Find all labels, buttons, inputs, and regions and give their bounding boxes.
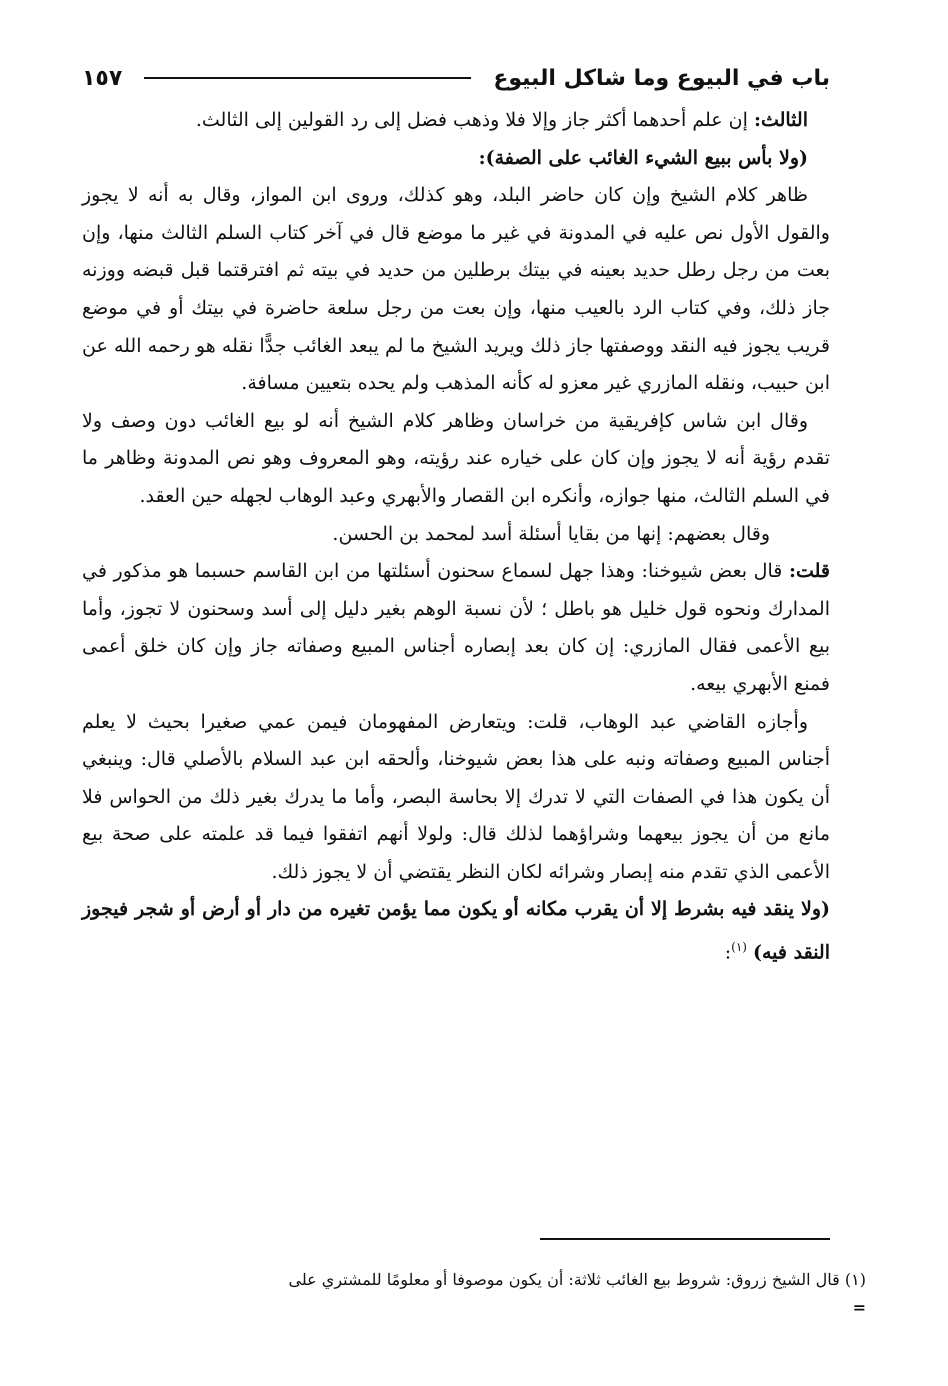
paragraph	[82, 516, 830, 554]
section-heading	[82, 140, 830, 178]
paragraph-lead: الثالث:	[753, 109, 808, 131]
paragraph-lead: قلت:	[788, 560, 830, 583]
heading-text: (ولا بأس ببيع الشيء الغائب على الصفة):	[478, 146, 808, 169]
header-rule	[144, 77, 471, 79]
footnote-ref[interactable]: (١)	[731, 940, 747, 955]
running-header	[82, 58, 830, 98]
footnote-rule	[540, 1238, 830, 1240]
heading-tail: :	[724, 941, 732, 964]
paragraph	[82, 177, 830, 403]
page-number: ١٥٧	[82, 65, 123, 91]
paragraph	[82, 102, 830, 140]
paragraph-text: ظاهر كلام الشيخ وإن كان حاضر البلد، وهو كذلك، وروى ابن المواز، وقال به أنه لا يجوز والقول الأول نص عليه في المدونة في غير ما موضع قال في آخر كتاب السلم الثالث منها، وإن بعت من رجل رطل حديد بعينه في بيتك برطلين من حديد في بيته ثم افترقتما قبل قبضه ووزنه جاز ذلك، وفي كتاب الرد بالعيب منها، وإن بعت من رجل سلعة حاضرة في بيتك أو في موضع قريب يجوز فيه النقد ووصفتها جاز ذلك ويريد الشيخ ما لم يبعد الغائب جدًّا نقله هو رحمه الله عن ابن حبيب، ونقله المازري غير معزو له كأنه المذهب ولم يحده بتعيين مسافة.	[82, 184, 830, 395]
paragraph	[82, 403, 830, 516]
section-heading	[82, 891, 830, 972]
paragraph	[82, 553, 830, 703]
footnote	[82, 1266, 866, 1322]
chapter-title: باب في البيوع وما شاكل البيوع	[493, 65, 830, 91]
paragraph-text: وأجازه القاضي عبد الوهاب، قلت: ويتعارض المفهومان فيمن عمي صغيرا بحيث لا يعلم أجناس المبيع وصفاته ونبه على هذا بعض شيوخنا، وألحقه ابن عبد السلام بالأصلي قال: وينبغي أن يكون هذا في الصفات التي لا تدرك إلا بحاسة البصر، وأما ما يدرك بغير ذلك من الحواس فلا مانع من أن يجوز بيعهما وشراؤهما لذلك قال: ولولا أنهم اتفقوا فيما قد علمته على صحة بيع الأعمى الذي تقدم منه إبصار وشرائه لكان النظر يقتضي أن لا يجوز ذلك.	[82, 710, 830, 883]
footnote-text: (١) قال الشيخ زروق: شروط بيع الغائب ثلاثة: أن يكون موصوفا أو معلومًا للمشتري على	[288, 1270, 866, 1289]
paragraph-text: وقال بعضهم: إنها من بقايا أسئلة أسد لمحمد بن الحسن.	[332, 522, 770, 545]
page	[82, 58, 830, 972]
continuation-mark: =	[852, 1298, 866, 1317]
main-text	[82, 102, 830, 972]
heading-text: (ولا ينقد فيه بشرط إلا أن يقرب مكانه أو يكون مما يؤمن تغيره من دار أو أرض أو شجر فيجوز النقد فيه)	[82, 898, 830, 964]
paragraph-text: قال بعض شيوخنا: وهذا جهل لسماع سحنون أسئلتها من ابن القاسم حسبما هو مذكور في المدارك ونحوه قول خليل هو باطل ؛ لأن نسبة الوهم بغير دليل إلى أسد وسحنون لا تجوز، وأما بيع الأعمى فقال المازري: إن كان بعد إبصاره أجناس المبيع وصفاته جاز وإن كان خلق أعمى فمنع الأبهري بيعه.	[82, 560, 830, 695]
paragraph-text: إن علم أحدهما أكثر جاز وإلا فلا وذهب فضل إلى رد القولين إلى الثالث.	[195, 109, 754, 131]
paragraph	[82, 704, 830, 892]
paragraph-text: وقال ابن شاس كإفريقية من خراسان وظاهر كلام الشيخ أنه لو بيع الغائب دون وصف ولا تقدم رؤية أنه لا يجوز وإن كان على خياره عند رؤيته، وهو المعروف وهو نص المدونة وظاهر ما في السلم الثالث، منها جوازه، وأنكره ابن القصار والأبهري وعبد الوهاب لجهله حين العقد.	[82, 409, 830, 507]
